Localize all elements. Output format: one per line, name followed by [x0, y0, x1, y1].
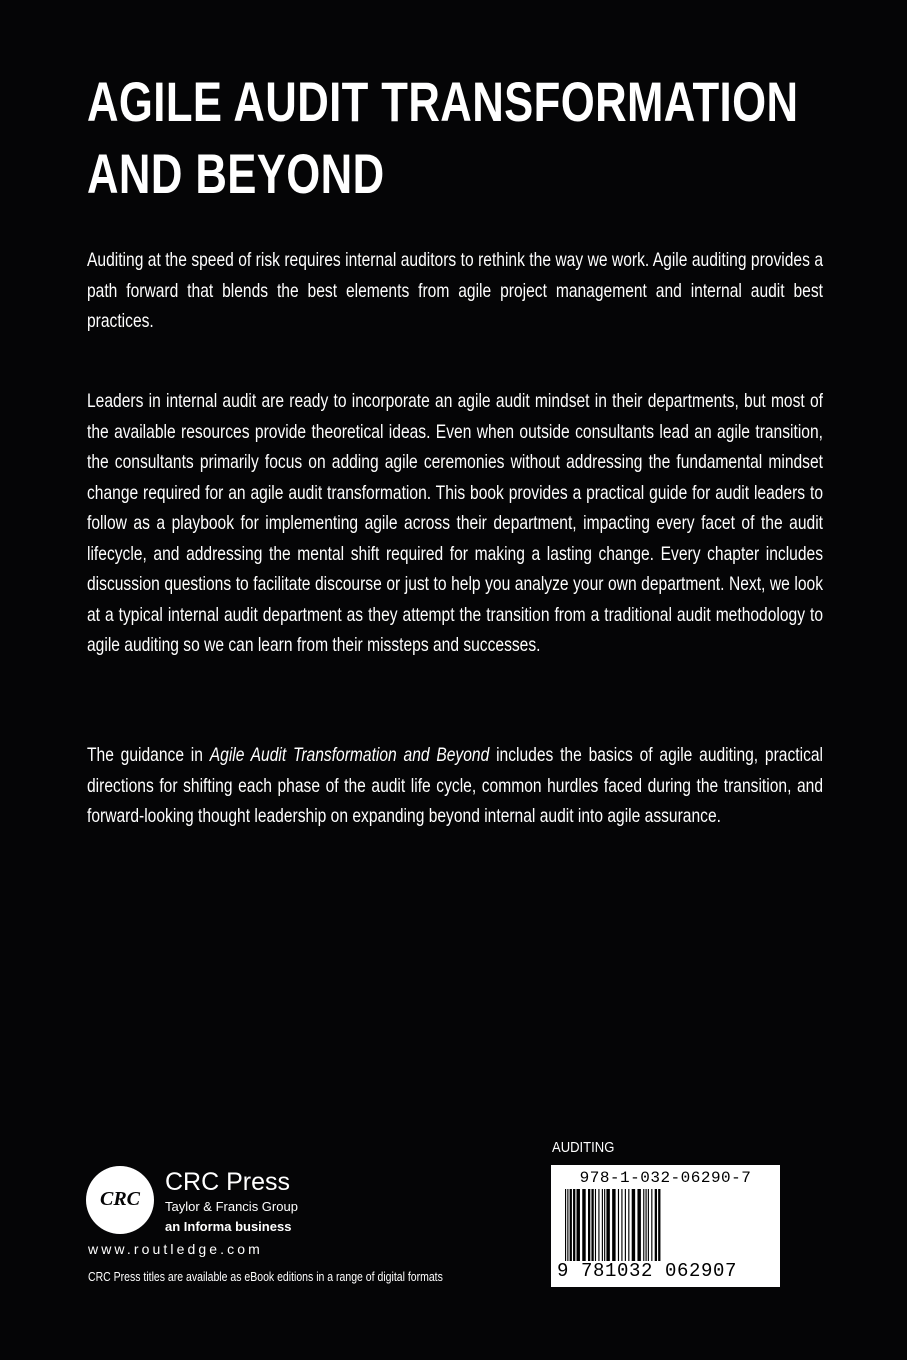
description-paragraph-3	[87, 740, 823, 832]
crc-logo-text: CRC	[99, 1188, 141, 1210]
book-title	[87, 66, 851, 210]
title-line-1: AGILE AUDIT TRANSFORMATION	[87, 70, 799, 133]
paragraph-3-rest: includes the basics of agile auditing, practical directions for shifting each phase of the audit life cycle, common hurdles faced during the transition, and forward-looking thought leadership on expanding beyond internal audit into agile assurance.	[87, 744, 824, 827]
ebook-note: CRC Press titles are available as eBook editions in a range of digital formats	[88, 1270, 443, 1284]
crc-logo-icon	[86, 1166, 154, 1234]
description-paragraph-2: Leaders in internal audit are ready to incorporate an agile audit mindset in their departments, but most of the available resources provide theoretical ideas. Even when outside consultants lead an agile transition, the consultants primarily focus on adding agile ceremonies without addressing the fundamental mindset change required for an agile audit transformation. This book provides a practical guide for audit leaders to follow as a playbook for implementing agile across their department, impacting every facet of the audit lifecycle, and addressing the mental shift required for making a lasting change. Every chapter includes discussion questions to facilitate discourse or just to help you analyze your own department. Next, we look at a typical internal audit department as they attempt the transition from a traditional audit methodology to agile auditing so we can learn from their missteps and successes.	[87, 390, 823, 656]
isbn-bottom-label: 9 781032 062907	[557, 1260, 738, 1282]
publisher-website-link[interactable]: www.routledge.com	[88, 1241, 263, 1257]
isbn-barcode	[551, 1165, 780, 1287]
paragraph-3-intro: The guidance in	[87, 744, 210, 766]
description-paragraph-1: Auditing at the speed of risk requires internal auditors to rethink the way we work. Agile auditing provides a path forward that blends the best elements from agile project management and internal audit best practices.	[87, 249, 823, 332]
barcode-bars-icon	[565, 1189, 767, 1261]
isbn-top-label: 978-1-032-06290-7	[579, 1169, 752, 1187]
publisher-tagline: an Informa business	[165, 1219, 292, 1234]
paragraph-3-book-title: Agile Audit Transformation and Beyond	[209, 744, 490, 766]
publisher-name: CRC Press	[165, 1168, 291, 1196]
title-line-2: AND BEYOND	[87, 142, 385, 205]
publisher-group: Taylor & Francis Group	[165, 1199, 298, 1214]
subject-category: AUDITING	[552, 1140, 615, 1156]
